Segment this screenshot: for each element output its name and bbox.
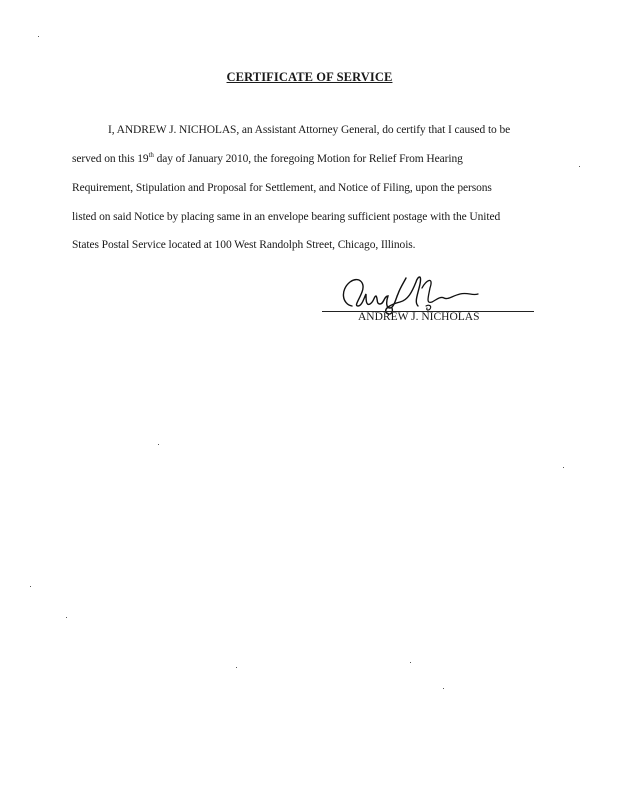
paragraph-line-2	[72, 153, 463, 165]
scan-speck	[236, 667, 237, 668]
scan-speck	[30, 586, 31, 587]
paragraph-line-2-end: day of January 2010, the foregoing Motion for Relief From Hearing	[153, 153, 463, 165]
title-text: CERTIFICATE OF SERVICE	[226, 70, 393, 84]
scan-speck	[563, 467, 564, 468]
scan-speck	[410, 662, 411, 663]
scan-speck	[66, 617, 67, 618]
signature-block	[322, 268, 534, 328]
paragraph-line-4: listed on said Notice by placing same in an envelope bearing sufficient postage with the United	[72, 211, 501, 223]
scan-speck	[579, 166, 580, 167]
scan-speck	[443, 688, 444, 689]
handwritten-signature	[322, 268, 534, 316]
scan-speck	[38, 36, 39, 37]
ordinal-suffix: th	[148, 151, 154, 159]
paragraph-line-1: I, ANDREW J. NICHOLAS, an Assistant Attorney General, do certify that I caused to be	[108, 124, 511, 136]
document-title	[0, 70, 619, 85]
paragraph-line-3: Requirement, Stipulation and Proposal for Settlement, and Notice of Filing, upon the persons	[72, 182, 492, 194]
scan-speck	[158, 444, 159, 445]
signatory-name: ANDREW J. NICHOLAS	[358, 311, 480, 323]
paragraph-line-5: States Postal Service located at 100 West Randolph Street, Chicago, Illinois.	[72, 239, 416, 251]
paragraph-line-2-start: served on this 19	[72, 153, 149, 165]
